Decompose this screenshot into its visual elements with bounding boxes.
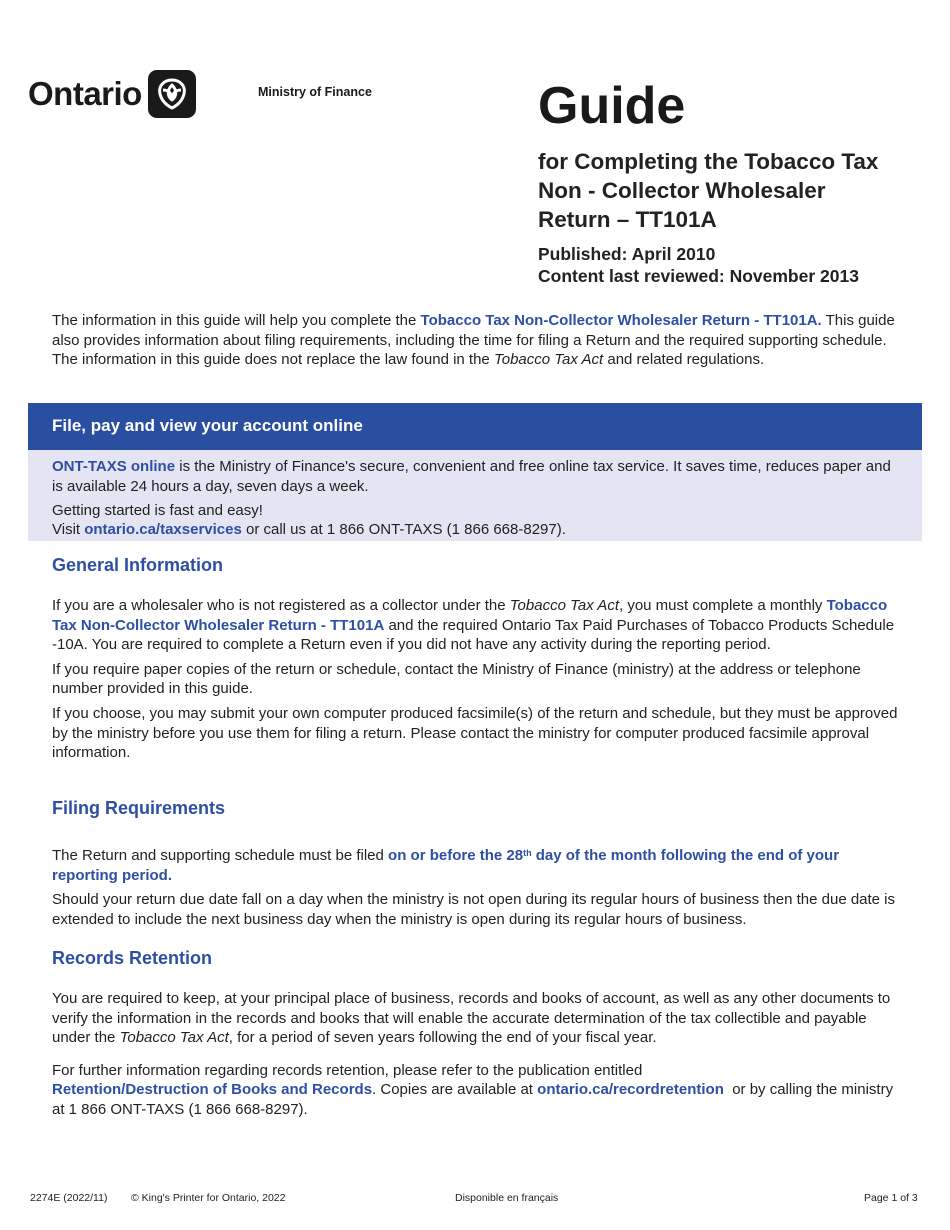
body-text: If you choose, you may submit your own computer produced facsimile(s) of the return and schedule, but they must be approved by the ministry before you use them for filing a return. Please contact the ministry for computer produced facsimile approval information.	[52, 704, 898, 762]
section-heading-general: General Information	[52, 555, 224, 575]
intro-paragraph	[52, 311, 902, 375]
due-date-text: on or before the 28th day of the month following the end of your reporting period.	[52, 847, 840, 884]
section-heading-filing: Filing Requirements	[52, 798, 226, 818]
page-subtitle	[538, 147, 938, 234]
act-name: Tobacco Tax Act	[509, 597, 619, 614]
form-link[interactable]: Tobacco Tax Non-Collector Wholesaler Return - TT101A.	[420, 312, 822, 329]
subtitle-line: Return – TT101A	[538, 207, 717, 232]
body-text: For further information regarding records retention, please refer to the publication entitled	[52, 1061, 643, 1079]
ontario-logo	[28, 70, 196, 118]
body-text: , you must complete a monthly	[618, 597, 827, 614]
published-date: Published: April 2010	[538, 244, 716, 264]
trillium-icon	[148, 70, 196, 118]
body-text: or by calling the ministry at 1 866 ONT-TAXS (1 866 668-8297).	[52, 1081, 898, 1118]
page-number: Page 1 of 3	[864, 1192, 918, 1204]
body-text: If you require paper copies of the return or schedule, contact the Ministry of Finance (ministry) at the address or telephone number provided in this guide.	[52, 660, 861, 698]
ministry-name: Ministry of Finance	[258, 85, 372, 99]
form-number: 2274E (2022/11)	[30, 1192, 108, 1204]
ont-taxs-link[interactable]: ONT-TAXS online	[52, 458, 176, 475]
taxservices-link[interactable]: ontario.ca/taxservices	[84, 521, 242, 538]
body-text: and the required Ontario Tax Paid Purchases of Tobacco Products Schedule -10A. You are required to complete a Return even if you did not have any activity during the reporting period.	[52, 616, 895, 654]
panel-text: Getting started is fast and easy!	[52, 502, 263, 519]
body-text: Should your return due date fall on a day when the ministry is not open during its regular hours of business then the due date is extended to include the next business day when the ministry is open during its regular hours of business.	[52, 891, 896, 928]
intro-text: and related regulations.	[603, 351, 765, 369]
subtitle-line: for Completing the Tobacco Tax	[538, 149, 879, 174]
intro-text: This guide also provides information about filing requirements, including the time for filing a Return and the required supporting schedule. The information in this guide does not replace the law found in the	[52, 312, 895, 369]
french-availability: Disponible en français	[455, 1192, 559, 1204]
recordretention-link[interactable]: ontario.ca/recordretention	[537, 1081, 724, 1099]
publication-link[interactable]: Retention/Destruction of Books and Records	[52, 1081, 373, 1099]
body-text: The Return and supporting schedule must be filed	[52, 847, 389, 864]
panel-text: Visit	[52, 521, 85, 538]
online-banner: File, pay and view your account online	[28, 403, 922, 450]
section-heading-records: Records Retention	[52, 948, 213, 968]
body-text: . Copies are available at	[372, 1081, 538, 1099]
page-title: Guide	[538, 77, 686, 135]
reviewed-date: Content last reviewed: November 2013	[538, 266, 859, 286]
filing-section	[52, 846, 902, 934]
publication-dates	[538, 243, 859, 287]
intro-text: The information in this guide will help you complete the	[52, 312, 421, 329]
act-name: Tobacco Tax Act	[119, 1029, 229, 1047]
copyright: © King's Printer for Ontario, 2022	[131, 1192, 286, 1204]
online-info-panel	[28, 450, 922, 541]
form-link[interactable]: Tobacco Tax Non-Collector Wholesaler Return - TT101A	[52, 597, 888, 634]
general-section	[52, 596, 902, 768]
subtitle-line: Non - Collector Wholesaler	[538, 178, 826, 203]
act-name: Tobacco Tax Act	[493, 351, 604, 369]
body-text: , for a period of seven years following the end of your fiscal year.	[228, 1029, 657, 1047]
records-section	[52, 989, 902, 1125]
body-text: You are required to keep, at your principal place of business, records and books of account, as well as any other documents to verify the information in the records and books that will enable the accurate determination of the tax collectible and payable under the	[52, 990, 891, 1047]
body-text: If you are a wholesaler who is not registered as a collector under the	[52, 597, 510, 614]
panel-text: or call us at 1 866 ONT-TAXS (1 866 668-8297).	[241, 521, 566, 538]
panel-text: is the Ministry of Finance's secure, convenient and free online tax service. It saves time, reduces paper and is available 24 hours a day, seven days a week.	[52, 458, 891, 495]
logo-wordmark: Ontario	[28, 75, 142, 112]
